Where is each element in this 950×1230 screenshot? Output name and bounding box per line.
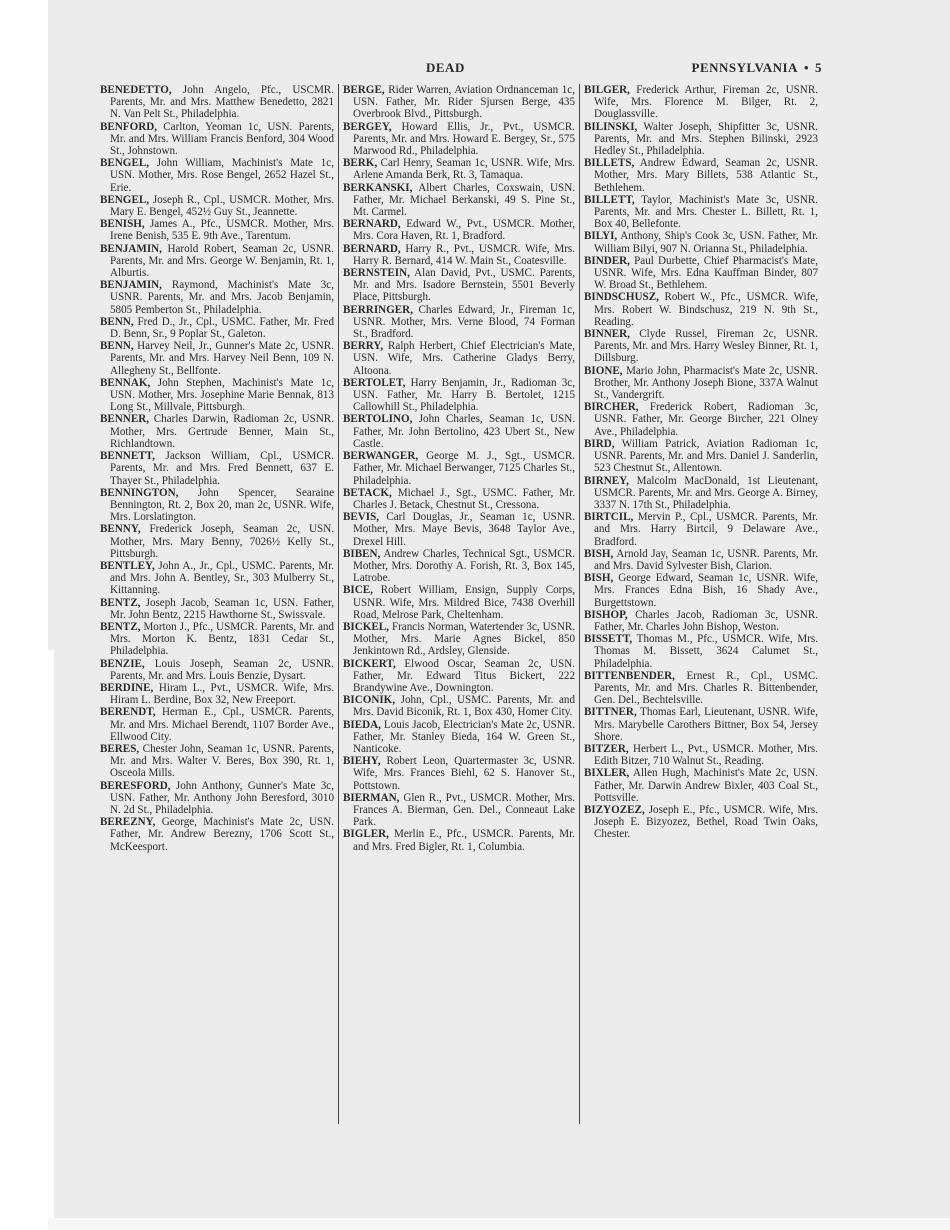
entry-details: William Patrick, Aviation Radioman 1c, USNR. Parents, Mr. and Mrs. Daniel J. Sanderlin, 523 Chestnut St., Allentown. bbox=[594, 437, 819, 475]
roster-entry bbox=[100, 523, 334, 560]
header-state: PENNSYLVANIA bbox=[691, 60, 798, 75]
entry-details: Clyde Russel, Fireman 2c, USNR. Parents, Mr. and Mrs. Harry Wesley Binner, Rt. 1, Dillsburg. bbox=[594, 328, 818, 365]
entry-details: Frederick Arthur, Fireman 2c, USNR. Wife, Mrs. Florence M. Bilger, Rt. 2, Douglassville. bbox=[594, 84, 818, 121]
entry-details: Harvey Neil, Jr., Gunner's Mate 2c, USNR. Parents, Mr. and Mrs. Harvey Neil Benn, 109 N. Allegheny St., Bellfonte. bbox=[110, 340, 334, 377]
entry-details: Harry Benjamin, Jr., Radioman 3c, USN. Father, Mr. Harry B. Bertolet, 1215 Callowhill St., Philadelphia. bbox=[353, 376, 575, 414]
entry-details: Joseph Jacob, Seaman 1c, USN. Father, Mr. John Bentz, 2215 Hawthorne St., Swissvale. bbox=[110, 596, 334, 621]
entry-surname: BERWANGER, bbox=[343, 450, 419, 463]
roster-entry bbox=[100, 121, 334, 158]
entry-details: Harold Robert, Seaman 2c, USNR. Parents, Mr. and Mrs. George W. Benjamin, Rt. 1, Alburtis. bbox=[110, 242, 334, 280]
entry-details: Albert Charles, Coxswain, USN. Father, Mr. Michael Berkanski, 49 S. Pine St., Mt. Carmel. bbox=[353, 181, 575, 219]
entry-details: Glen R., Pvt., USMCR. Mother, Mrs. Frances A. Bierman, Gen. Del., Conneaut Lake Park. bbox=[353, 791, 575, 829]
entry-details: Mario John, Pharmacist's Mate 2c, USNR. Brother, Mr. Anthony Joseph Bione, 337A Walnut St., Vandergrift. bbox=[594, 364, 818, 402]
roster-entry bbox=[100, 243, 334, 280]
roster-entry bbox=[584, 255, 818, 292]
roster-entry bbox=[343, 621, 575, 658]
roster-entry bbox=[100, 316, 334, 340]
roster-entry bbox=[584, 511, 818, 548]
entry-surname: BERGE, bbox=[343, 84, 385, 96]
entry-surname: BITTNER, bbox=[584, 706, 637, 719]
entry-details: Jackson William, Cpl., USMCR. Parents, Mr. and Mrs. Fred Bennett, 637 E. Thayer St., Philadelphia. bbox=[110, 450, 334, 487]
roster-entry bbox=[100, 621, 334, 658]
roster-entry bbox=[100, 450, 334, 487]
roster-entry bbox=[100, 597, 334, 621]
roster-entry bbox=[343, 340, 575, 377]
roster-entry bbox=[584, 121, 818, 158]
roster-entry bbox=[584, 401, 818, 438]
entry-details: Edward W., Pvt., USMCR. Mother, Mrs. Cora Haven, Rt. 1, Bradford. bbox=[353, 218, 575, 243]
entry-details: John Anthony, Gunner's Mate 3c, USN. Father, Mr. Anthony John Beresford, 3010 N. 2d St., Philadelphia. bbox=[110, 779, 334, 816]
entry-surname: BERES, bbox=[100, 742, 140, 755]
entry-details: James A., Pfc., USMCR. Mother, Mrs. Irene Benish, 535 E. 9th Ave., Tarentum. bbox=[110, 218, 334, 243]
roster-entry bbox=[343, 243, 575, 267]
entry-details: John A., Jr., Cpl., USMC. Parents, Mr. and Mrs. John A. Bentley, Sr., 303 Mulberry St., Kittanning. bbox=[110, 559, 335, 597]
roster-entry bbox=[584, 767, 818, 804]
entry-surname: BERGEY, bbox=[343, 120, 392, 133]
entry-surname: BIERMAN, bbox=[343, 791, 400, 804]
entry-details: Robert W., Pfc., USMCR. Wife, Mrs. Robert W. Bindschusz, 219 N. 9th St., Reading. bbox=[594, 291, 818, 328]
page-edge-notch bbox=[48, 650, 54, 1230]
entry-surname: BILGER, bbox=[584, 84, 630, 96]
entry-surname: BENGEL, bbox=[100, 193, 150, 206]
entry-surname: BENTLEY, bbox=[100, 559, 155, 572]
roster-entry bbox=[584, 609, 818, 633]
roster-column-2 bbox=[338, 84, 580, 1124]
entry-surname: BENJAMIN, bbox=[100, 242, 162, 255]
entry-details: Carl Douglas, Jr., Seaman 1c, USNR. Mother, Mrs. Maye Bevis, 3648 Taylor Ave., Drexel Hill. bbox=[353, 511, 575, 548]
entry-surname: BIONE, bbox=[584, 364, 623, 377]
entry-surname: BEVIS, bbox=[343, 511, 380, 524]
entry-details: George, Machinist's Mate 2c, USN. Father, Mr. Andrew Berezny, 1706 Scott St., McKeesport. bbox=[110, 816, 334, 853]
entry-details: Fred D., Jr., Cpl., USMC. Father, Mr. Fred D. Benn, Sr., 9 Poplar St., Galeton. bbox=[110, 315, 334, 341]
entry-surname: BERNARD, bbox=[343, 242, 401, 255]
entry-surname: BERKANSKI, bbox=[343, 181, 413, 194]
entry-details: Carlton, Yeoman 1c, USN. Parents, Mr. and Mrs. William Francis Benford, 304 Wood St., Johnstown. bbox=[110, 120, 334, 158]
entry-surname: BEREZNY, bbox=[100, 816, 156, 829]
entry-details: Elwood Oscar, Seaman 2c, USN. Father, Mr. Edward Titus Bickert, 222 Brandywine Ave., Downington. bbox=[353, 657, 575, 694]
entry-details: Anthony, Ship's Cook 3c, USN. Father, Mr. William Bilyi, 907 N. Orianna St., Philadelphia. bbox=[594, 230, 818, 255]
entry-surname: BILLETS, bbox=[584, 157, 635, 170]
entry-surname: BIRCHER, bbox=[584, 401, 639, 414]
roster-column-1 bbox=[96, 84, 338, 1124]
entry-surname: BERNARD, bbox=[343, 218, 401, 231]
entry-surname: BISSETT, bbox=[584, 633, 633, 646]
roster-entry bbox=[100, 560, 334, 597]
entry-details: Merlin E., Pfc., USMCR. Parents, Mr. and Mrs. Fred Bigler, Rt. 1, Columbia. bbox=[353, 828, 575, 853]
roster-entry bbox=[584, 438, 818, 475]
header-title: DEAD bbox=[426, 60, 465, 75]
entry-details: Ralph Herbert, Chief Electrician's Mate, USN. Wife, Mrs. Catherine Gladys Berry, Altoona. bbox=[353, 340, 575, 377]
roster-entry bbox=[584, 157, 818, 194]
entry-details: John William, Machinist's Mate 1c, USN. Mother, Mrs. Rose Bengel, 2652 Hazel St., Erie. bbox=[110, 157, 334, 194]
roster-entry bbox=[343, 121, 575, 158]
entry-details: Charles Jacob, Radioman 3c, USNR. Father, Mr. Charles John Bishop, Weston. bbox=[594, 608, 818, 633]
roster-entry bbox=[584, 230, 818, 254]
entry-surname: BITZER, bbox=[584, 742, 629, 755]
roster-entry bbox=[343, 487, 575, 511]
entry-surname: BINDER, bbox=[584, 254, 630, 267]
roster-entry bbox=[343, 511, 575, 548]
header-bullet: • bbox=[803, 60, 809, 75]
entry-details: Harry R., Pvt., USMCR. Wife, Mrs. Harry R. Bernard, 414 W. Main St., Coatesville. bbox=[353, 242, 575, 267]
entry-details: Thomas Earl, Lieutenant, USNR. Wife, Mrs. Marybelle Carothers Bittner, Box 54, Jersey Shore. bbox=[594, 706, 818, 743]
roster-entry bbox=[100, 487, 334, 524]
entry-surname: BIZYOZEZ, bbox=[584, 803, 645, 816]
roster-entry bbox=[343, 548, 575, 585]
entry-surname: BENN, bbox=[100, 315, 134, 328]
roster-entry bbox=[343, 719, 575, 756]
entry-surname: BERRINGER, bbox=[343, 303, 413, 316]
roster-entry bbox=[584, 194, 818, 231]
entry-surname: BENNY, bbox=[100, 523, 141, 536]
roster-entry bbox=[100, 377, 334, 414]
entry-details: George M. J., Sgt., USMCR. Father, Mr. Michael Berwanger, 7125 Charles St., Philadelphia. bbox=[353, 450, 575, 487]
roster-entry bbox=[343, 584, 575, 621]
entry-details: Andrew Edward, Seaman 2c, USNR. Mother, Mrs. Mary Billets, 538 Atlantic St., Bethlehem. bbox=[594, 157, 818, 194]
entry-surname: BENFORD, bbox=[100, 120, 158, 133]
roster-entry bbox=[100, 157, 334, 194]
roster-entry bbox=[584, 328, 818, 365]
entry-surname: BIRD, bbox=[584, 437, 615, 450]
roster-entry bbox=[343, 450, 575, 487]
entry-details: Carl Henry, Seaman 1c, USNR. Wife, Mrs. Arlene Amanda Berk, Rt. 3, Tamaqua. bbox=[353, 157, 575, 182]
roster-entry bbox=[100, 279, 334, 316]
page-bottom-edge bbox=[48, 1218, 950, 1230]
entry-surname: BIRTCIL, bbox=[584, 511, 634, 524]
entry-details: Robert William, Ensign, Supply Corps, USNR. Wife, Mrs. Mildred Bice, 7438 Overhill Road, Melrose Park, Cheltenham. bbox=[353, 584, 575, 621]
entry-surname: BERDINE, bbox=[100, 681, 154, 694]
roster-entry bbox=[343, 413, 575, 450]
roster-entry bbox=[343, 828, 575, 852]
entry-details: Francis Norman, Watertender 3c, USNR. Mother, Mrs. Marie Agnes Bickel, 850 Jenkintown Rd., Ardsley, Glenside. bbox=[353, 620, 575, 658]
entry-details: John Spencer, Searaine Bennington, Rt. 2, Box 20, man 2c, USNR. Wife, Mrs. Lorslatington. bbox=[110, 486, 334, 524]
page-header bbox=[96, 58, 822, 80]
roster-entry bbox=[343, 658, 575, 695]
entry-details: Robert Leon, Quartermaster 3c, USNR. Wife, Mrs. Frances Biehl, 62 S. Hanover St., Pottstown. bbox=[353, 755, 575, 792]
entry-details: Charles Edward, Jr., Fireman 1c, USNR. Mother, Mrs. Verne Blood, 74 Forman St., Bradford. bbox=[353, 303, 575, 341]
entry-surname: BETACK, bbox=[343, 486, 392, 499]
entry-details: John Charles, Seaman 1c, USN. Father, Mr. John Bertolino, 423 Ubert St., New Castle. bbox=[353, 413, 576, 450]
entry-surname: BERESFORD, bbox=[100, 779, 171, 792]
entry-details: Howard Ellis, Jr., Pvt., USMCR. Parents, Mr. and Mrs. Howard E. Bergey, Sr., 575 Marwood Rd., Philadelphia. bbox=[353, 120, 575, 158]
entry-details: Chester John, Seaman 1c, USNR. Parents, Mr. and Mrs. Walter V. Beres, Box 390, Rt. 1, Osceola Mills. bbox=[110, 742, 334, 780]
entry-surname: BIEHY, bbox=[343, 755, 381, 768]
roster-entry bbox=[100, 194, 334, 218]
entry-surname: BINDSCHUSZ, bbox=[584, 291, 659, 304]
roster-entry bbox=[343, 182, 575, 219]
entry-surname: BENZIE, bbox=[100, 657, 145, 670]
entry-details: Andrew Charles, Technical Sgt., USMCR. Mother, Mrs. Dorothy A. Forish, Rt. 3, Box 145, Latrobe. bbox=[353, 547, 575, 585]
roster-entry bbox=[343, 267, 575, 304]
roster-entry bbox=[584, 804, 818, 841]
entry-surname: BENJAMIN, bbox=[100, 279, 162, 292]
entry-surname: BILYI, bbox=[584, 230, 618, 243]
roster-entry bbox=[584, 365, 818, 402]
roster-entry bbox=[100, 84, 334, 121]
roster-entry bbox=[100, 780, 334, 817]
roster-entry bbox=[100, 706, 334, 743]
entry-surname: BICKEL, bbox=[343, 620, 389, 633]
entry-details: Herbert L., Pvt., USMCR. Mother, Mrs. Edith Bitzer, 710 Walnut St., Reading. bbox=[594, 742, 818, 768]
roster-entry bbox=[584, 291, 818, 328]
entry-surname: BERRY, bbox=[343, 340, 384, 353]
entry-details: Taylor, Machinist's Mate 3c, USNR. Parents, Mr. and Mrs. Chester L. Billett, Rt. 1, Box 40, Bellefonte. bbox=[594, 193, 818, 231]
roster-entry bbox=[584, 572, 818, 609]
entry-surname: BINNER, bbox=[584, 328, 630, 341]
entry-surname: BIGLER, bbox=[343, 828, 389, 841]
entry-surname: BENTZ, bbox=[100, 620, 141, 633]
roster-entry bbox=[584, 84, 818, 121]
entry-surname: BENNETT, bbox=[100, 450, 155, 463]
entry-surname: BENNER, bbox=[100, 413, 150, 426]
entry-surname: BISH, bbox=[584, 572, 614, 585]
entry-details: Alan David, Pvt., USMC. Parents, Mr. and Mrs. Isadore Bernstein, 5501 Beverly Place, Pittsburgh. bbox=[353, 267, 575, 304]
entry-surname: BERENDT, bbox=[100, 706, 156, 719]
roster-entry bbox=[100, 682, 334, 706]
entry-details: Paul Durbette, Chief Pharmacist's Mate, USNR. Wife, Mrs. Edna Kauffman Binder, 807 W. Broad St., Bethlehem. bbox=[594, 254, 818, 292]
roster-columns bbox=[96, 84, 822, 1124]
entry-details: Hiram L., Pvt., USMCR. Wife, Mrs. Hiram L. Berdine, Box 32, New Freeport. bbox=[110, 681, 334, 707]
document-page bbox=[96, 58, 822, 1124]
entry-surname: BICKERT, bbox=[343, 657, 396, 670]
entry-surname: BENN, bbox=[100, 340, 134, 353]
entry-surname: BITTENBENDER, bbox=[584, 669, 675, 682]
entry-details: Frederick Joseph, Seaman 2c, USN. Mother, Mrs. Mary Benny, 7026½ Kelly St., Pittsburgh. bbox=[110, 523, 334, 560]
entry-details: Arnold Jay, Seaman 1c, USNR. Parents, Mr. and Mrs. David Sylvester Bish, Clarion. bbox=[594, 547, 818, 572]
entry-surname: BERNSTEIN, bbox=[343, 267, 410, 280]
entry-surname: BIBEN, bbox=[343, 547, 381, 560]
entry-details: John Angelo, Pfc., USCMR. Parents, Mr. and Mrs. Matthew Benedetto, 2821 N. Van Pelt St., Philadelphia. bbox=[110, 84, 334, 121]
roster-entry bbox=[343, 694, 575, 718]
entry-details: Frederick Robert, Radioman 3c, USNR. Father, Mr. George Bircher, 221 Olney Ave., Philadelphia. bbox=[594, 401, 818, 438]
roster-entry bbox=[100, 218, 334, 242]
header-right bbox=[692, 60, 822, 76]
entry-surname: BILLETT, bbox=[584, 193, 635, 206]
roster-entry bbox=[584, 743, 818, 767]
roster-entry bbox=[100, 743, 334, 780]
entry-surname: BIRNEY, bbox=[584, 474, 629, 487]
entry-surname: BISHOP, bbox=[584, 608, 628, 621]
entry-surname: BENEDETTO, bbox=[100, 84, 172, 96]
entry-surname: BENISH, bbox=[100, 218, 145, 231]
roster-entry bbox=[584, 475, 818, 512]
entry-details: Morton J., Pfc., USMCR. Parents, Mr. and Mrs. Morton K. Bentz, 1831 Cedar St., Philadelphia. bbox=[110, 620, 334, 658]
roster-column-3 bbox=[580, 84, 822, 1124]
entry-details: Rider Warren, Aviation Ordnanceman 1c, USN. Father, Mr. Rider Sjursen Berge, 435 Overbrook Blvd., Pittsburgh. bbox=[353, 84, 575, 121]
entry-details: George Edward, Seaman 1c, USNR. Wife, Mrs. Frances Edna Bish, 16 Shady Ave., Burgettstown. bbox=[594, 572, 818, 609]
entry-surname: BERTOLINO, bbox=[343, 413, 413, 426]
entry-details: Herman E., Cpl., USMCR. Parents, Mr. and Mrs. Michael Berendt, 1107 Border Ave., Ellwood City. bbox=[110, 706, 334, 743]
entry-surname: BILINSKI, bbox=[584, 120, 638, 133]
entry-surname: BENNINGTON, bbox=[100, 486, 179, 499]
roster-entry bbox=[584, 548, 818, 572]
roster-entry bbox=[343, 304, 575, 341]
roster-entry bbox=[100, 413, 334, 450]
entry-surname: BENNAK, bbox=[100, 376, 151, 389]
entry-surname: BERTOLET, bbox=[343, 376, 406, 389]
roster-entry bbox=[100, 658, 334, 682]
roster-entry bbox=[584, 706, 818, 743]
entry-details: Allen Hugh, Machinist's Mate 2c, USN. Father, Mr. Darwin Andrew Bixler, 403 Coal St., Pottsville. bbox=[594, 767, 818, 804]
roster-entry bbox=[343, 84, 575, 121]
entry-details: Walter Joseph, Shipfitter 3c, USNR. Parents, Mr. and Mrs. Stephen Bilinski, 2923 Hedley St., Philadelphia. bbox=[594, 120, 818, 158]
roster-entry bbox=[343, 218, 575, 242]
entry-details: Michael J., Sgt., USMC. Father, Mr. Charles J. Betack, Chestnut St., Cressona. bbox=[353, 486, 575, 511]
roster-entry bbox=[584, 633, 818, 670]
entry-surname: BIXLER, bbox=[584, 767, 630, 780]
page-number: 5 bbox=[815, 60, 822, 75]
roster-entry bbox=[584, 670, 818, 707]
entry-details: Malcolm MacDonald, 1st Lieutenant, USMCR. Parents, Mr. and Mrs. George A. Birney, 3337 N. 17th St., Philadelphia. bbox=[594, 474, 818, 511]
entry-details: Louis Joseph, Seaman 2c, USNR. Parents, Mr. and Mrs. Louis Benzie, Dysart. bbox=[110, 657, 334, 682]
entry-surname: BICE, bbox=[343, 584, 373, 597]
entry-surname: BIEDA, bbox=[343, 718, 381, 731]
entry-surname: BENGEL, bbox=[100, 157, 150, 170]
roster-entry bbox=[100, 816, 334, 853]
roster-entry bbox=[100, 340, 334, 377]
entry-surname: BISH, bbox=[584, 547, 614, 560]
entry-details: Charles Darwin, Radioman 2c, USNR. Mother, Mrs. Gertrude Benner, Main St., Richlandtown. bbox=[110, 413, 334, 450]
entry-details: Raymond, Machinist's Mate 3c, USNR. Parents, Mr. and Mrs. Jacob Benjamin, 5805 Pemberton St., Philadelphia. bbox=[110, 279, 334, 316]
roster-entry bbox=[343, 792, 575, 829]
entry-details: Ernest R., Cpl., USMC. Parents, Mr. and Mrs. Charles R. Bittenbender, Gen. Del., Bechtelsville. bbox=[594, 669, 818, 707]
entry-surname: BICONIK, bbox=[343, 694, 396, 707]
entry-surname: BERK, bbox=[343, 157, 378, 170]
entry-details: Mervin P., Cpl., USMCR. Parents, Mr. and Mrs. Harry Birtcil, 9 Delaware Ave., Bradford. bbox=[594, 511, 818, 548]
entry-details: John Stephen, Machinist's Mate 1c, USN. Mother, Mrs. Josephine Marie Bennak, 813 Long St., Millvale, Pittsburgh. bbox=[110, 376, 334, 414]
roster-entry bbox=[343, 755, 575, 792]
entry-details: Louis Jacob, Electrician's Mate 2c, USNR. Father, Mr. Stanley Bieda, 164 W. Green St., Nanticoke. bbox=[353, 718, 575, 755]
entry-details: Joseph R., Cpl., USMCR. Mother, Mrs. Mary E. Bengel, 452½ Guy St., Jeannette. bbox=[110, 193, 335, 219]
entry-details: John, Cpl., USMC. Parents, Mr. and Mrs. David Biconik, Rt. 1, Box 430, Homer City. bbox=[353, 694, 576, 719]
entry-surname: BENTZ, bbox=[100, 596, 141, 609]
entry-details: Joseph E., Pfc., USMCR. Wife, Mrs. Joseph E. Bizyozez, Bethel, Road Twin Oaks, Chester. bbox=[594, 803, 818, 841]
entry-details: Thomas M., Pfc., USMCR. Wife, Mrs. Thomas M. Bissett, 3624 Calumet St., Philadelphia. bbox=[594, 633, 818, 670]
roster-entry bbox=[343, 157, 575, 181]
roster-entry bbox=[343, 377, 575, 414]
